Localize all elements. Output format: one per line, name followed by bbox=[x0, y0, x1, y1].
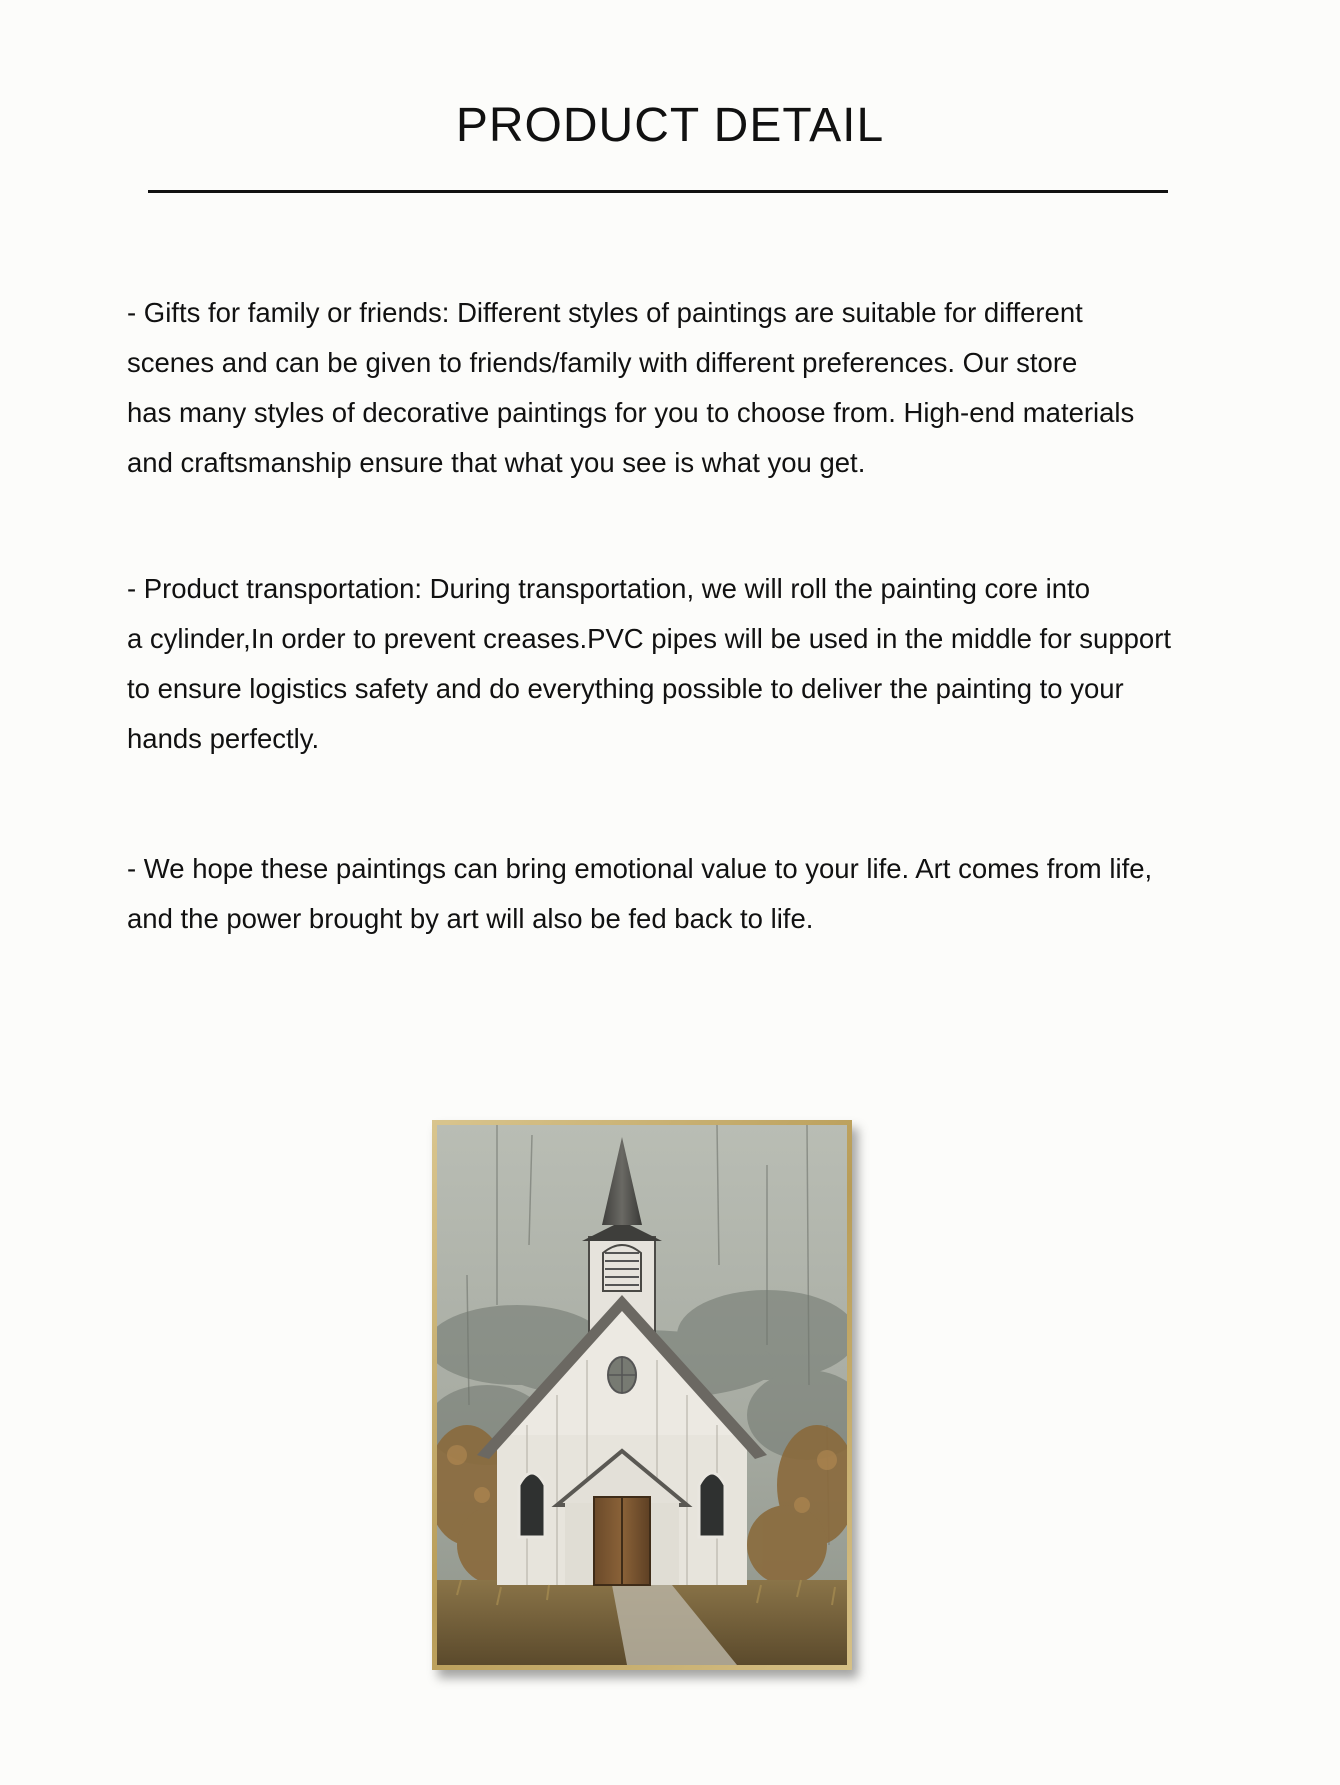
title-divider bbox=[148, 190, 1168, 193]
product-painting bbox=[432, 1120, 852, 1670]
paragraph-line: - Gifts for family or friends: Different styles of paintings are suitable for different bbox=[127, 297, 1083, 328]
paragraph-line: scenes and can be given to friends/family with different preferences. Our store bbox=[127, 347, 1078, 378]
paragraph-gifts bbox=[127, 288, 1237, 488]
paragraph-transportation bbox=[127, 564, 1237, 764]
paragraph-line: to ensure logistics safety and do everything possible to deliver the painting to your bbox=[127, 673, 1124, 704]
paragraph-line: hands perfectly. bbox=[127, 723, 320, 754]
paragraph-line: has many styles of decorative paintings for you to choose from. High-end materials bbox=[127, 397, 1135, 428]
paragraph-line: - We hope these paintings can bring emotional value to your life. Art comes from life, bbox=[127, 853, 1153, 884]
paragraph-line: and craftsmanship ensure that what you see is what you get. bbox=[127, 447, 866, 478]
church-painting-image bbox=[437, 1125, 847, 1665]
paragraph-line: - Product transportation: During transportation, we will roll the painting core into bbox=[127, 573, 1090, 604]
page-title: PRODUCT DETAIL bbox=[455, 99, 885, 152]
paragraph-line: and the power brought by art will also be fed back to life. bbox=[127, 903, 814, 934]
paragraph-emotional-value bbox=[127, 844, 1237, 944]
paragraph-line: a cylinder,In order to prevent creases.PVC pipes will be used in the middle for support bbox=[127, 623, 1172, 654]
